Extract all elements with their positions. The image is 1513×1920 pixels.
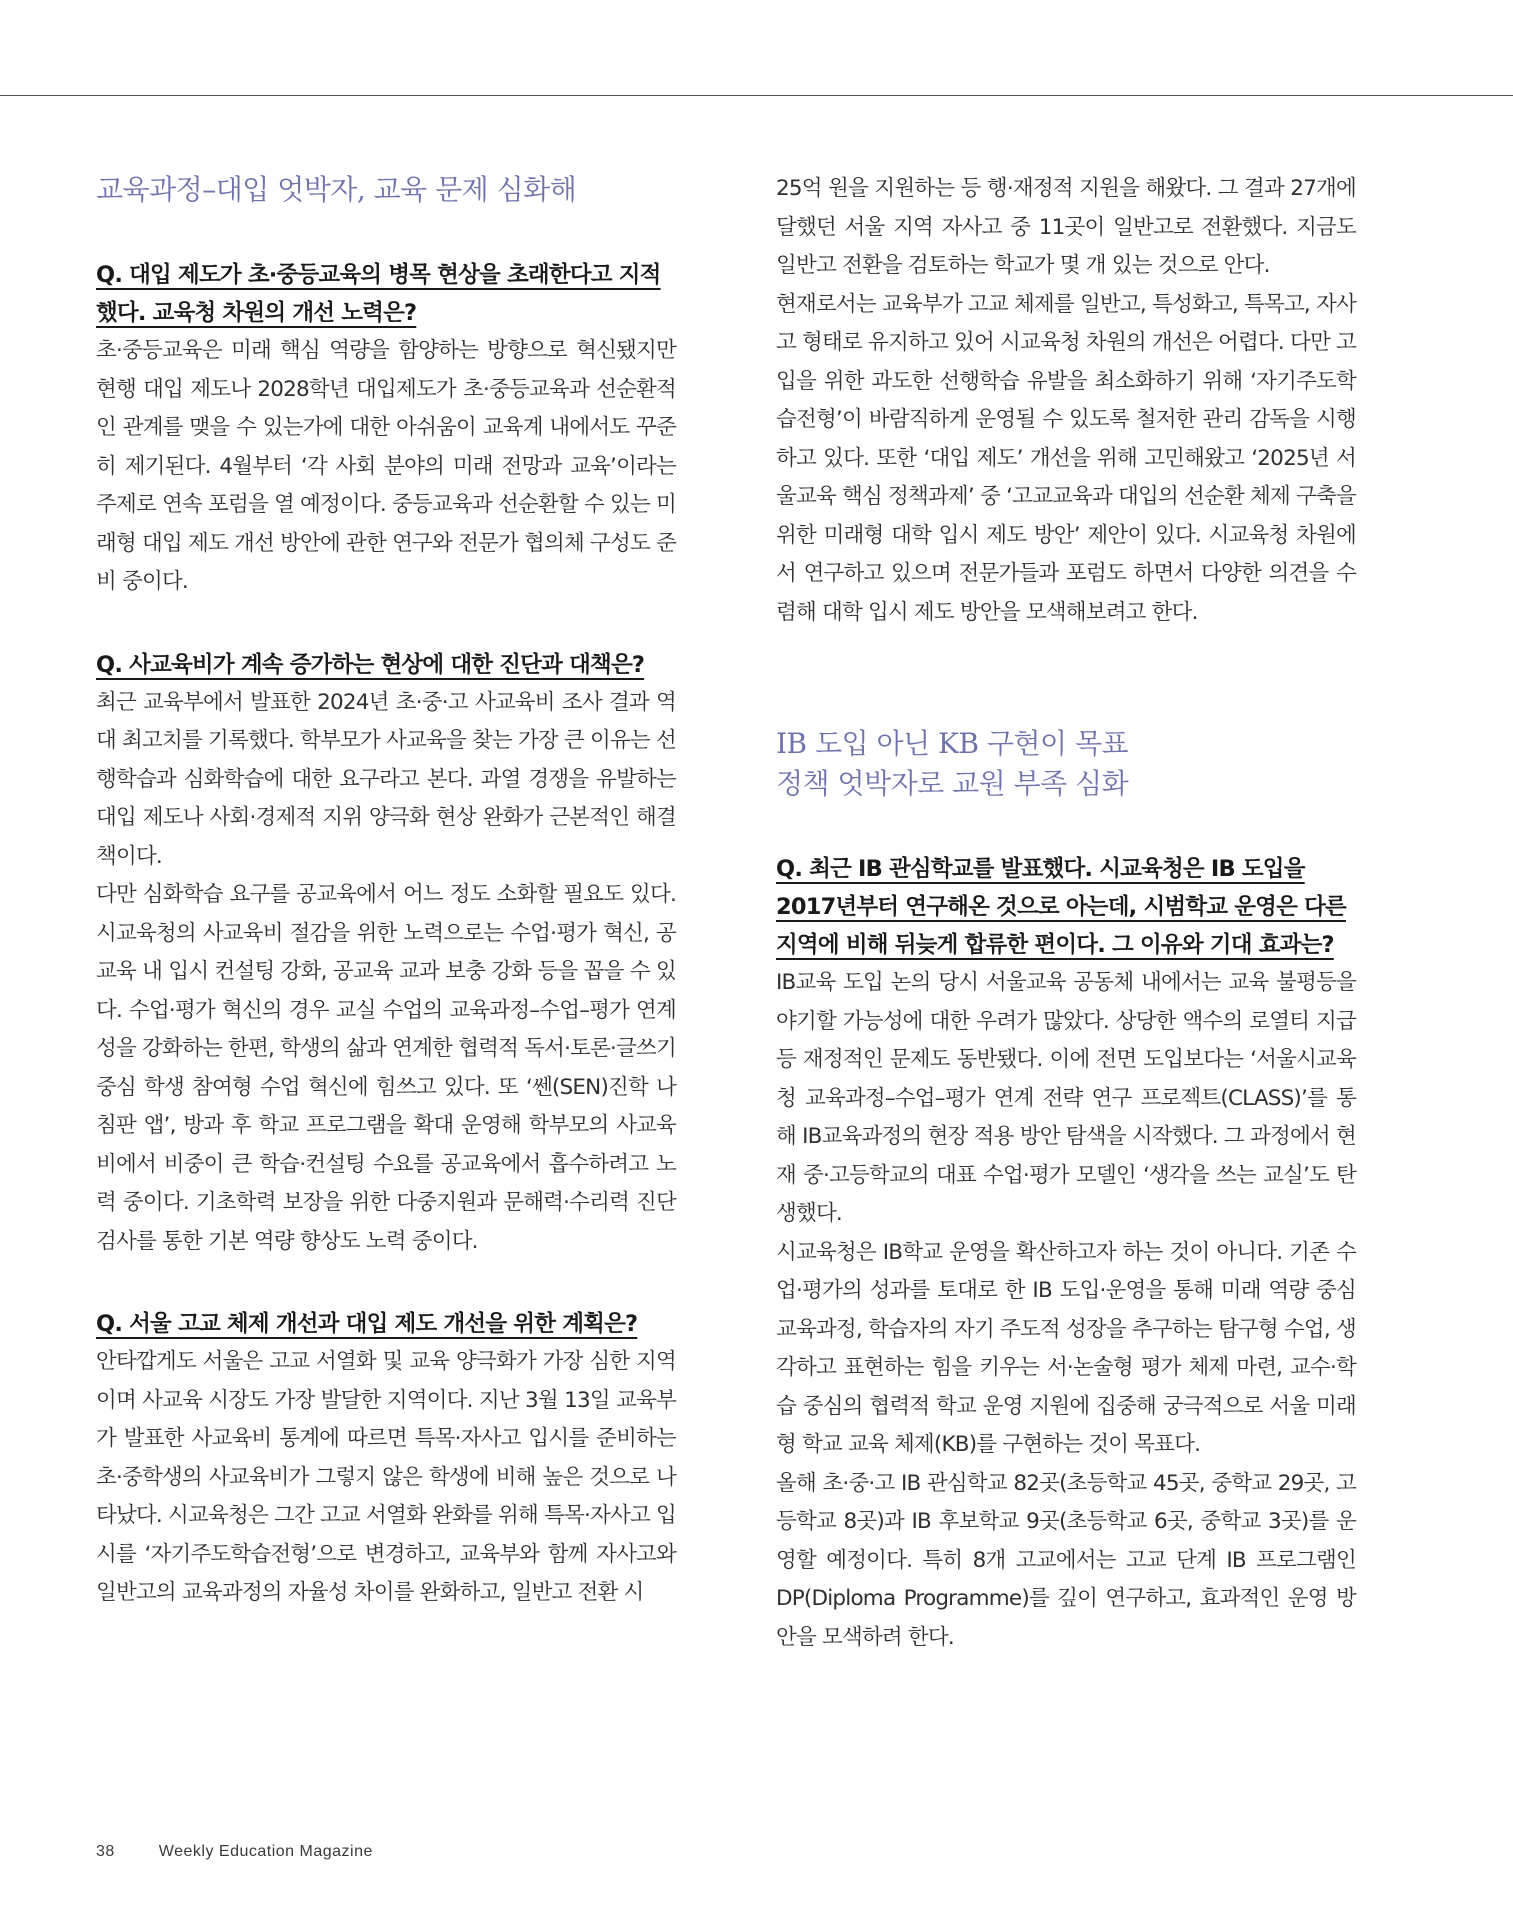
right-column — [776, 170, 1356, 1657]
question-3: Q. 서울 고교 체제 개선과 대입 제도 개선을 위한 계획은? — [96, 1311, 638, 1337]
page-footer — [96, 1843, 373, 1861]
answer-2-para-1: 최근 교육부에서 발표한 2024년 초·중·고 사교육비 조사 결과 역대 최고치를 기록했다. 학부모가 사교육을 찾는 가장 큰 이유는 선행학습과 심화학습에 대한 요구라고 본다. 과열 경쟁을 유발하는 대입 제도나 사회·경제적 지위 양극화 현상 완화가 근본적인 해결책이다. — [96, 689, 676, 869]
left-column — [96, 170, 676, 1613]
section-heading-curriculum: 교육과정–대입 엇박자, 교육 문제 심화해 — [96, 173, 577, 206]
answer-2-para-2: 다만 심화학습 요구를 공교육에서 어느 정도 소화할 필요도 있다. 시교육청의 사교육비 절감을 위한 노력으로는 수업·평가 혁신, 공교육 내 입시 컨설팅 강화, 공교육 교과 보충 강화 등을 꼽을 수 있다. 수업·평가 혁신의 경우 교실 수업의 교육과정–수업–평가 연계성을 강화하는 한편, 학생의 삶과 연계한 협력적 독서·토론·글쓰기 중심 학생 참여형 수업 혁신에 힘쓰고 있다. 또 ‘쎈(SEN)진학 나침판 앱’, 방과 후 학교 프로그램을 확대 운영해 학부모의 사교육비에서 비중이 큰 학습·컨설팅 수요를 공교육에서 흡수하려고 노력 중이다. 기초학력 보장을 위한 다중지원과 문해력·수리력 진단검사를 통한 기본 역량 향상도 노력 중이다. — [96, 882, 676, 1254]
question-4: Q. 최근 IB 관심학교를 발표했다. 시교육청은 IB 도입을 2017년부터 연구해온 것으로 아는데, 시범학교 운영은 다른 지역에 비해 뒤늦게 합류한 편이다. 그 이유와 기대 효과는? — [776, 856, 1346, 958]
section-heading-ib-line-2: 정책 엇박자로 교원 부족 심화 — [776, 767, 1129, 800]
answer-3-cont-para-2: 현재로서는 교육부가 고교 체제를 일반고, 특성화고, 특목고, 자사고 형태로 유지하고 있어 시교육청 차원의 개선은 어렵다. 다만 고입을 위한 과도한 선행학습 유발을 최소화하기 위해 ‘자기주도학습전형’이 바람직하게 운영될 수 있도록 철저한 관리 감독을 시행하고 있다. 또한 ‘대입 제도’ 개선을 위해 고민해왔고 ‘2025년 서울교육 핵심 정책과제’ 중 ‘고교교육과 대입의 선순환 체제 구축을 위한 미래형 대학 입시 제도 방안’ 제안이 있다. 시교육청 차원에서 연구하고 있으며 전문가들과 포럼도 하면서 다양한 의견을 수렴해 대학 입시 제도 방안을 모색해보려고 한다. — [776, 291, 1356, 625]
answer-3-cont-para-1: 25억 원을 지원하는 등 행·재정적 지원을 해왔다. 그 결과 27개에 달했던 서울 지역 자사고 중 11곳이 일반고로 전환했다. 지금도 일반고 전환을 검토하는 학교가 몇 개 있는 것으로 안다. — [776, 176, 1356, 278]
question-1: Q. 대입 제도가 초·중등교육의 병목 현상을 초래한다고 지적했다. 교육청 차원의 개선 노력은? — [96, 262, 661, 326]
answer-1-para-1: 초·중등교육은 미래 핵심 역량을 함양하는 방향으로 혁신됐지만 현행 대입 제도나 2028학년 대입제도가 초·중등교육과 선순환적인 관계를 맺을 수 있는가에 대한 아쉬움이 교육계 내에서도 꾸준히 제기된다. 4월부터 ‘각 사회 분야의 미래 전망과 교육’이라는 주제로 연속 포럼을 열 예정이다. 중등교육과 선순환할 수 있는 미래형 대입 제도 개선 방안에 관한 연구와 전문가 협의체 구성도 준비 중이다. — [96, 338, 676, 594]
magazine-name: Weekly Education Magazine — [158, 1843, 373, 1860]
answer-3-para-1: 안타깝게도 서울은 고교 서열화 및 교육 양극화가 가장 심한 지역이며 사교육 시장도 가장 발달한 지역이다. 지난 3월 13일 교육부가 발표한 사교육비 통계에 따르면 특목·자사고 입시를 준비하는 초·중학생의 사교육비가 그렇지 않은 학생에 비해 높은 것으로 나타났다. 시교육청은 그간 고교 서열화 완화를 위해 특목·자사고 입시를 ‘자기주도학습전형’으로 변경하고, 교육부와 함께 자사고와 일반고의 교육과정의 자율성 차이를 완화하고, 일반고 전환 시 — [96, 1349, 676, 1605]
question-2: Q. 사교육비가 계속 증가하는 현상에 대한 진단과 대책은? — [96, 651, 645, 678]
answer-4-para-2: 시교육청은 IB학교 운영을 확산하고자 하는 것이 아니다. 기존 수업·평가의 성과를 토대로 한 IB 도입·운영을 통해 미래 역량 중심 교육과정, 학습자의 자기 주도적 성장을 추구하는 탐구형 수업, 생각하고 표현하는 힘을 키우는 서·논술형 평가 체제 마련, 교수·학습 중심의 협력적 학교 운영 지원에 집중해 궁극적으로 서울 미래형 학교 교육 체제(KB)를 구현하는 것이 목표다. — [776, 1239, 1356, 1457]
section-heading-ib — [776, 724, 1356, 804]
answer-4-para-1: IB교육 도입 논의 당시 서울교육 공동체 내에서는 교육 불평등을 야기할 가능성에 대한 우려가 많았다. 상당한 액수의 로열티 지급 등 재정적인 문제도 동반됐다. 이에 전면 도입보다는 ‘서울시교육청 교육과정–수업–평가 연계 전략 연구 프로젝트(CLASS)’를 통해 IB교육과정의 현장 적용 방안 탐색을 시작했다. 그 과정에서 현재 중·고등학교의 대표 수업·평가 모델인 ‘생각을 쓰는 교실’도 탄생했다. — [776, 970, 1356, 1226]
section-heading-ib-line-1: IB 도입 아닌 KB 구현이 목표 — [776, 727, 1129, 760]
header-rule — [0, 95, 1513, 96]
answer-4-para-3: 올해 초·중·고 IB 관심학교 82곳(초등학교 45곳, 중학교 29곳, 고등학교 8곳)과 IB 후보학교 9곳(초등학교 6곳, 중학교 3곳)를 운영할 예정이다. 특히 8개 고교에서는 고교 단계 IB 프로그램인 DP(Diploma Programme)를 깊이 연구하고, 효과적인 운영 방안을 모색하려 한다. — [776, 1470, 1356, 1650]
page-number: 38 — [96, 1843, 115, 1860]
